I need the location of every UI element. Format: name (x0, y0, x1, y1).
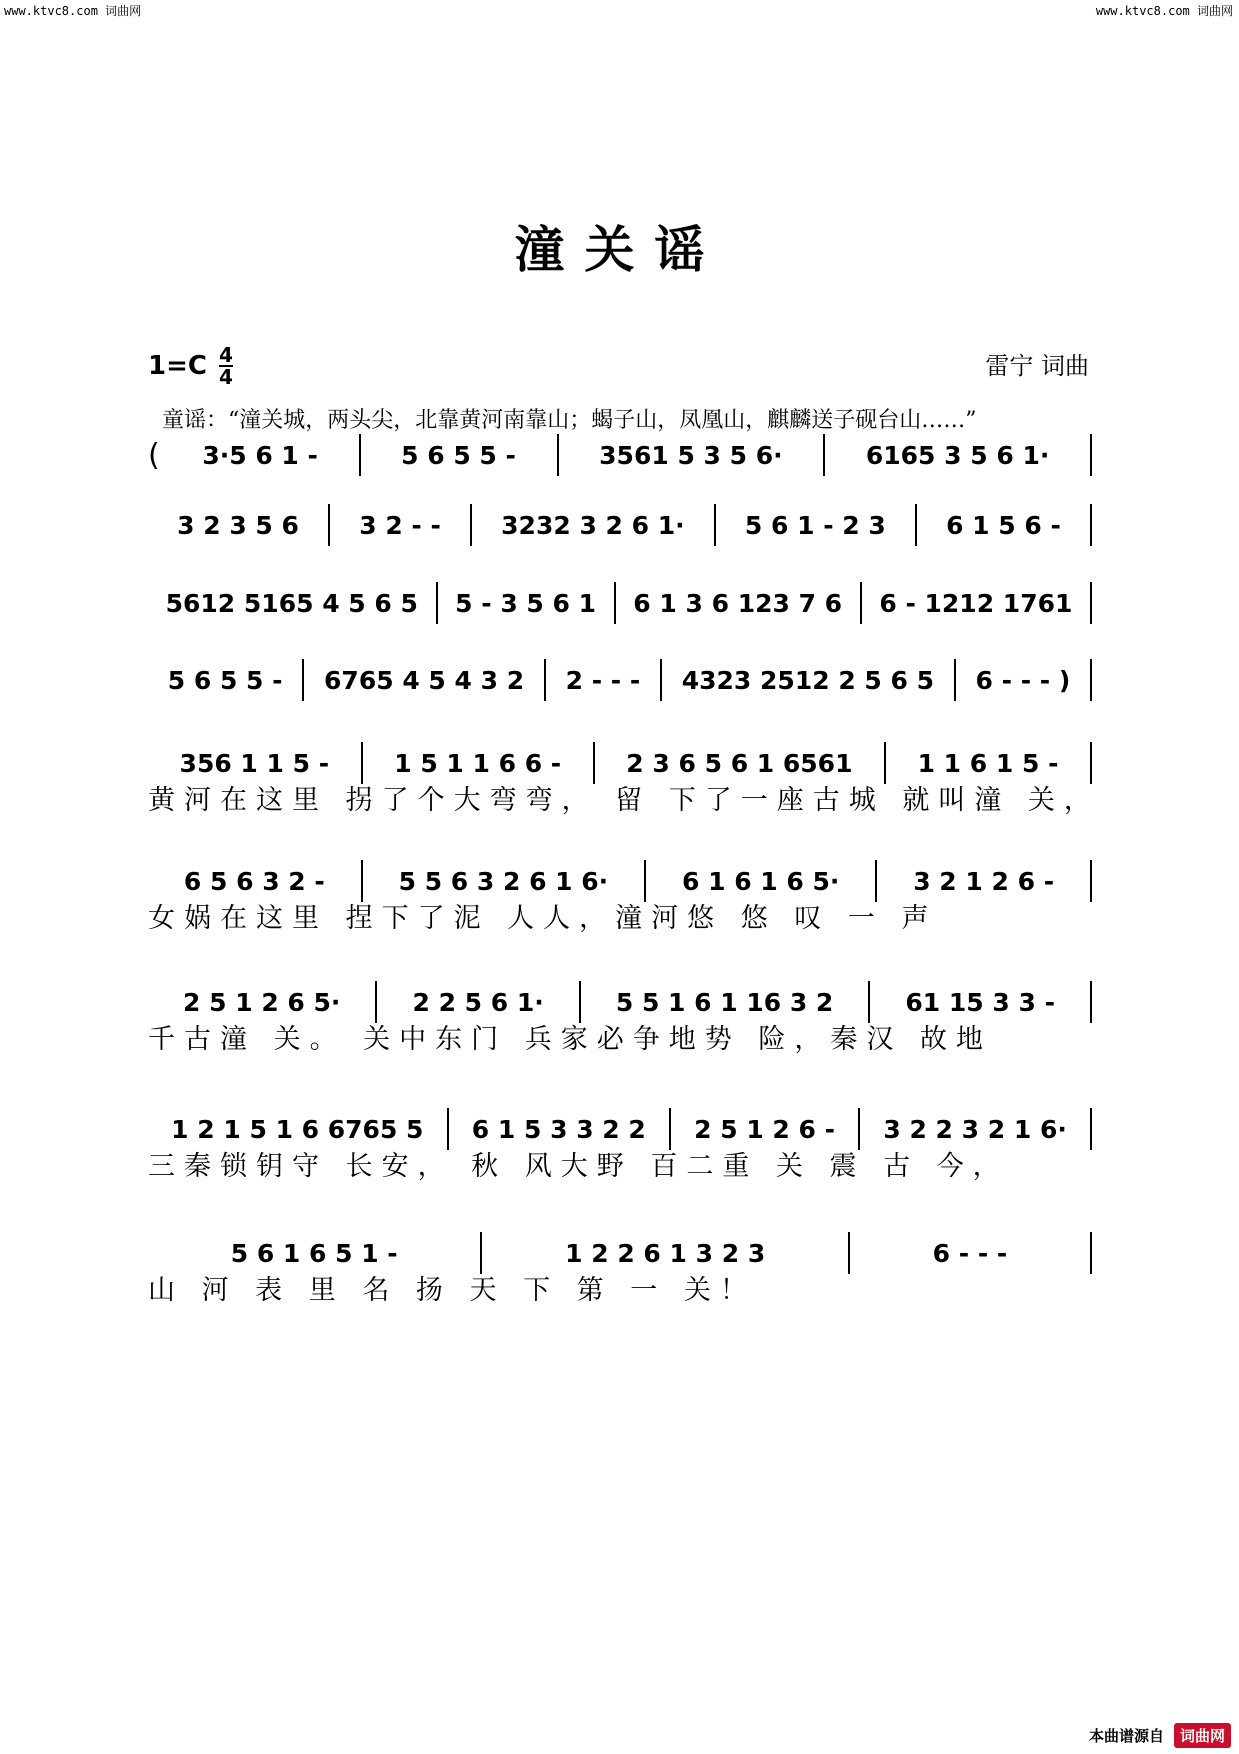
song-title: 潼关谣 (514, 220, 725, 279)
lyric-line: 三秦锁钥守 长安， 秋 风大野 百二重 关 震 古 今， (148, 1151, 1009, 1182)
measure: 356 1 1 5 - (179, 748, 330, 778)
measure: 6 1 5 3 3 2 2 (471, 1114, 646, 1144)
footer-text: 本曲谱源自 (1088, 1727, 1164, 1745)
lyric-line: 黄河在这里 拐了个大弯弯， 留 下了一座古城 就叫潼 关， (148, 785, 1100, 816)
measure: 2 - - - (565, 665, 641, 695)
bar-line (1090, 504, 1092, 546)
score-row (148, 430, 1092, 480)
measure: 3232 3 2 6 1· (501, 510, 685, 540)
time-top: 4 (219, 343, 233, 367)
footer-logo: 词曲网 (1174, 1723, 1231, 1748)
measure: 3 2 2 3 2 1 6· (883, 1114, 1067, 1144)
key-label: 1=C (148, 351, 207, 381)
measure: 6765 4 5 4 3 2 (324, 665, 525, 695)
composer-credit: 雷宁 词曲 (985, 352, 1089, 380)
lyric-line: 千古潼 关。 关中东门 兵家必争地势 险，秦汉 故地 (148, 1024, 992, 1055)
measure: 6 - - - ) (975, 665, 1071, 695)
intro-note: 童谣：“潼关城，两头尖，北靠黄河南靠山；蝎子山，凤凰山，麒麟送子砚台山……” (162, 408, 977, 433)
measure: 5 5 1 6 1 16 3 2 (615, 987, 834, 1017)
bar-line (1090, 659, 1092, 701)
measure: 2 3 6 5 6 1 6561 (626, 748, 853, 778)
measure: 5 6 1 - 2 3 (744, 510, 886, 540)
measure: 5612 5165 4 5 6 5 (165, 588, 418, 618)
measure: 3 2 3 5 6 (177, 510, 299, 540)
measure: 2 5 1 2 6 - (694, 1114, 836, 1144)
watermark-right: www.ktvc8.com 词曲网 (1095, 4, 1233, 18)
measure: 5 6 1 6 5 1 - (230, 1238, 398, 1268)
bar-line (1090, 434, 1092, 476)
lyric-line: 女娲在这里 捏下了泥 人人，潼河悠 悠 叹 一 声 (148, 903, 938, 934)
measure: 2 2 5 6 1· (412, 987, 544, 1017)
bar-line (1090, 582, 1092, 624)
measure: 6165 3 5 6 1· (865, 440, 1050, 470)
measure: 2 5 1 2 6 5· (183, 987, 341, 1017)
measure: 3 2 1 2 6 - (913, 866, 1055, 896)
measure: 4323 2512 2 5 6 5 (681, 665, 935, 695)
score-row (148, 578, 1092, 628)
row-prefix: ( (148, 437, 160, 473)
measure: 6 1 6 1 6 5· (682, 866, 840, 896)
measure: 5 5 6 3 2 6 1 6· (398, 866, 609, 896)
measure: 1 2 2 6 1 3 2 3 (565, 1238, 766, 1268)
measure: 6 5 6 3 2 - (183, 866, 325, 896)
measure: 61 15 3 3 - (905, 987, 1055, 1017)
measure: 1 1 6 1 5 - (917, 748, 1059, 778)
measure: 3·5 6 1 - (202, 440, 318, 470)
measure: 6 - 1212 1761 (879, 588, 1073, 618)
score-row (148, 655, 1092, 705)
measure: 6 1 3 6 123 7 6 (633, 588, 843, 618)
measure: 3561 5 3 5 6· (599, 440, 783, 470)
measure: 6 - - - (932, 1238, 1008, 1268)
measure: 1 2 1 5 1 6 6765 5 (171, 1114, 424, 1144)
key-signature (148, 343, 233, 389)
watermark-left: www.ktvc8.com 词曲网 (4, 4, 142, 18)
lyric-line: 山 河 表 里 名 扬 天 下 第 一 关！ (148, 1275, 756, 1306)
measure: 5 6 5 5 - (167, 665, 283, 695)
measure: 5 6 5 5 - (401, 440, 516, 470)
time-signature (219, 343, 233, 389)
measure: 1 5 1 1 6 6 - (394, 748, 562, 778)
measure: 3 2 - - (359, 510, 441, 540)
measure: 5 - 3 5 6 1 (455, 588, 597, 618)
measure: 6 1 5 6 - (946, 510, 1061, 540)
footer (1089, 1723, 1231, 1748)
time-bottom: 4 (219, 365, 233, 389)
score-row (148, 500, 1092, 550)
